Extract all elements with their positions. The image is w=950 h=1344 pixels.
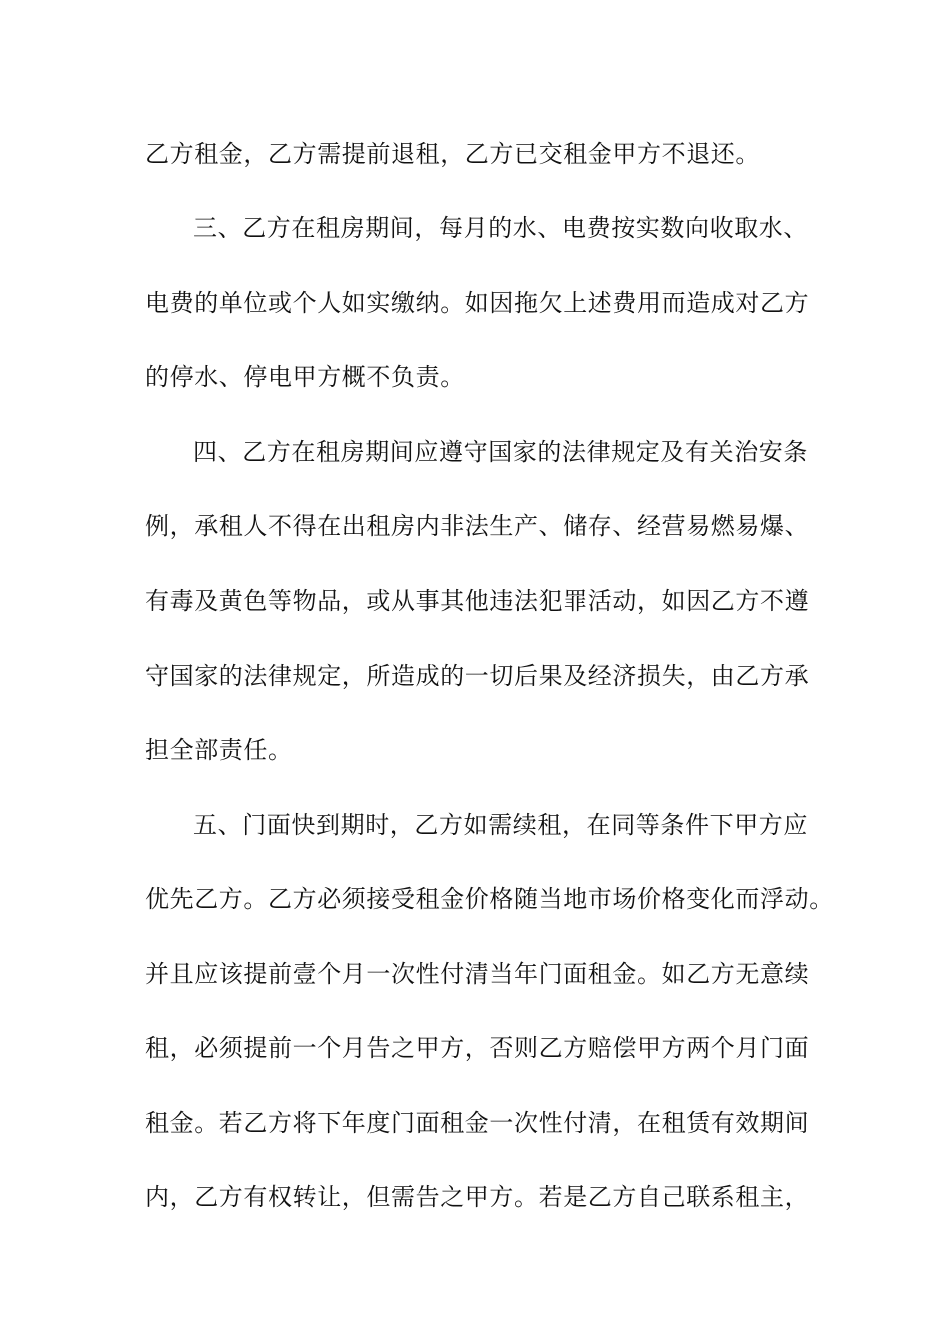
- body-text-line: 有毒及黄色等物品，或从事其他违法犯罪活动，如因乙方不遵: [145, 587, 810, 615]
- body-text-line: 担全部责任。: [145, 736, 293, 764]
- clause-3-heading-line: 三、乙方在租房期间，每月的水、电费按实数向收取水、: [193, 214, 808, 242]
- body-text-line: 乙方租金，乙方需提前退租，乙方已交租金甲方不退还。: [145, 140, 760, 168]
- clause-4-heading-line: 四、乙方在租房期间应遵守国家的法律规定及有关治安条: [193, 438, 808, 466]
- body-text-line: 的停水、停电甲方概不负责。: [145, 363, 465, 391]
- body-text-line: 租，必须提前一个月告之甲方，否则乙方赔偿甲方两个月门面: [145, 1034, 810, 1062]
- body-text-line: 内，乙方有权转让，但需告之甲方。若是乙方自己联系租主，: [145, 1183, 810, 1211]
- body-text-line: 优先乙方。乙方必须接受租金价格随当地市场价格变化而浮动。: [145, 885, 834, 913]
- body-text-line: 租金。若乙方将下年度门面租金一次性付清，在租赁有效期间: [145, 1109, 810, 1137]
- clause-5-heading-line: 五、门面快到期时，乙方如需续租，在同等条件下甲方应: [193, 811, 808, 839]
- body-text-line: 守国家的法律规定，所造成的一切后果及经济损失，由乙方承: [145, 662, 810, 690]
- body-text-line: 电费的单位或个人如实缴纳。如因拖欠上述费用而造成对乙方: [145, 289, 810, 317]
- body-text-line: 并且应该提前壹个月一次性付清当年门面租金。如乙方无意续: [145, 960, 810, 988]
- body-text-line: 例，承租人不得在出租房内非法生产、储存、经营易燃易爆、: [145, 512, 810, 540]
